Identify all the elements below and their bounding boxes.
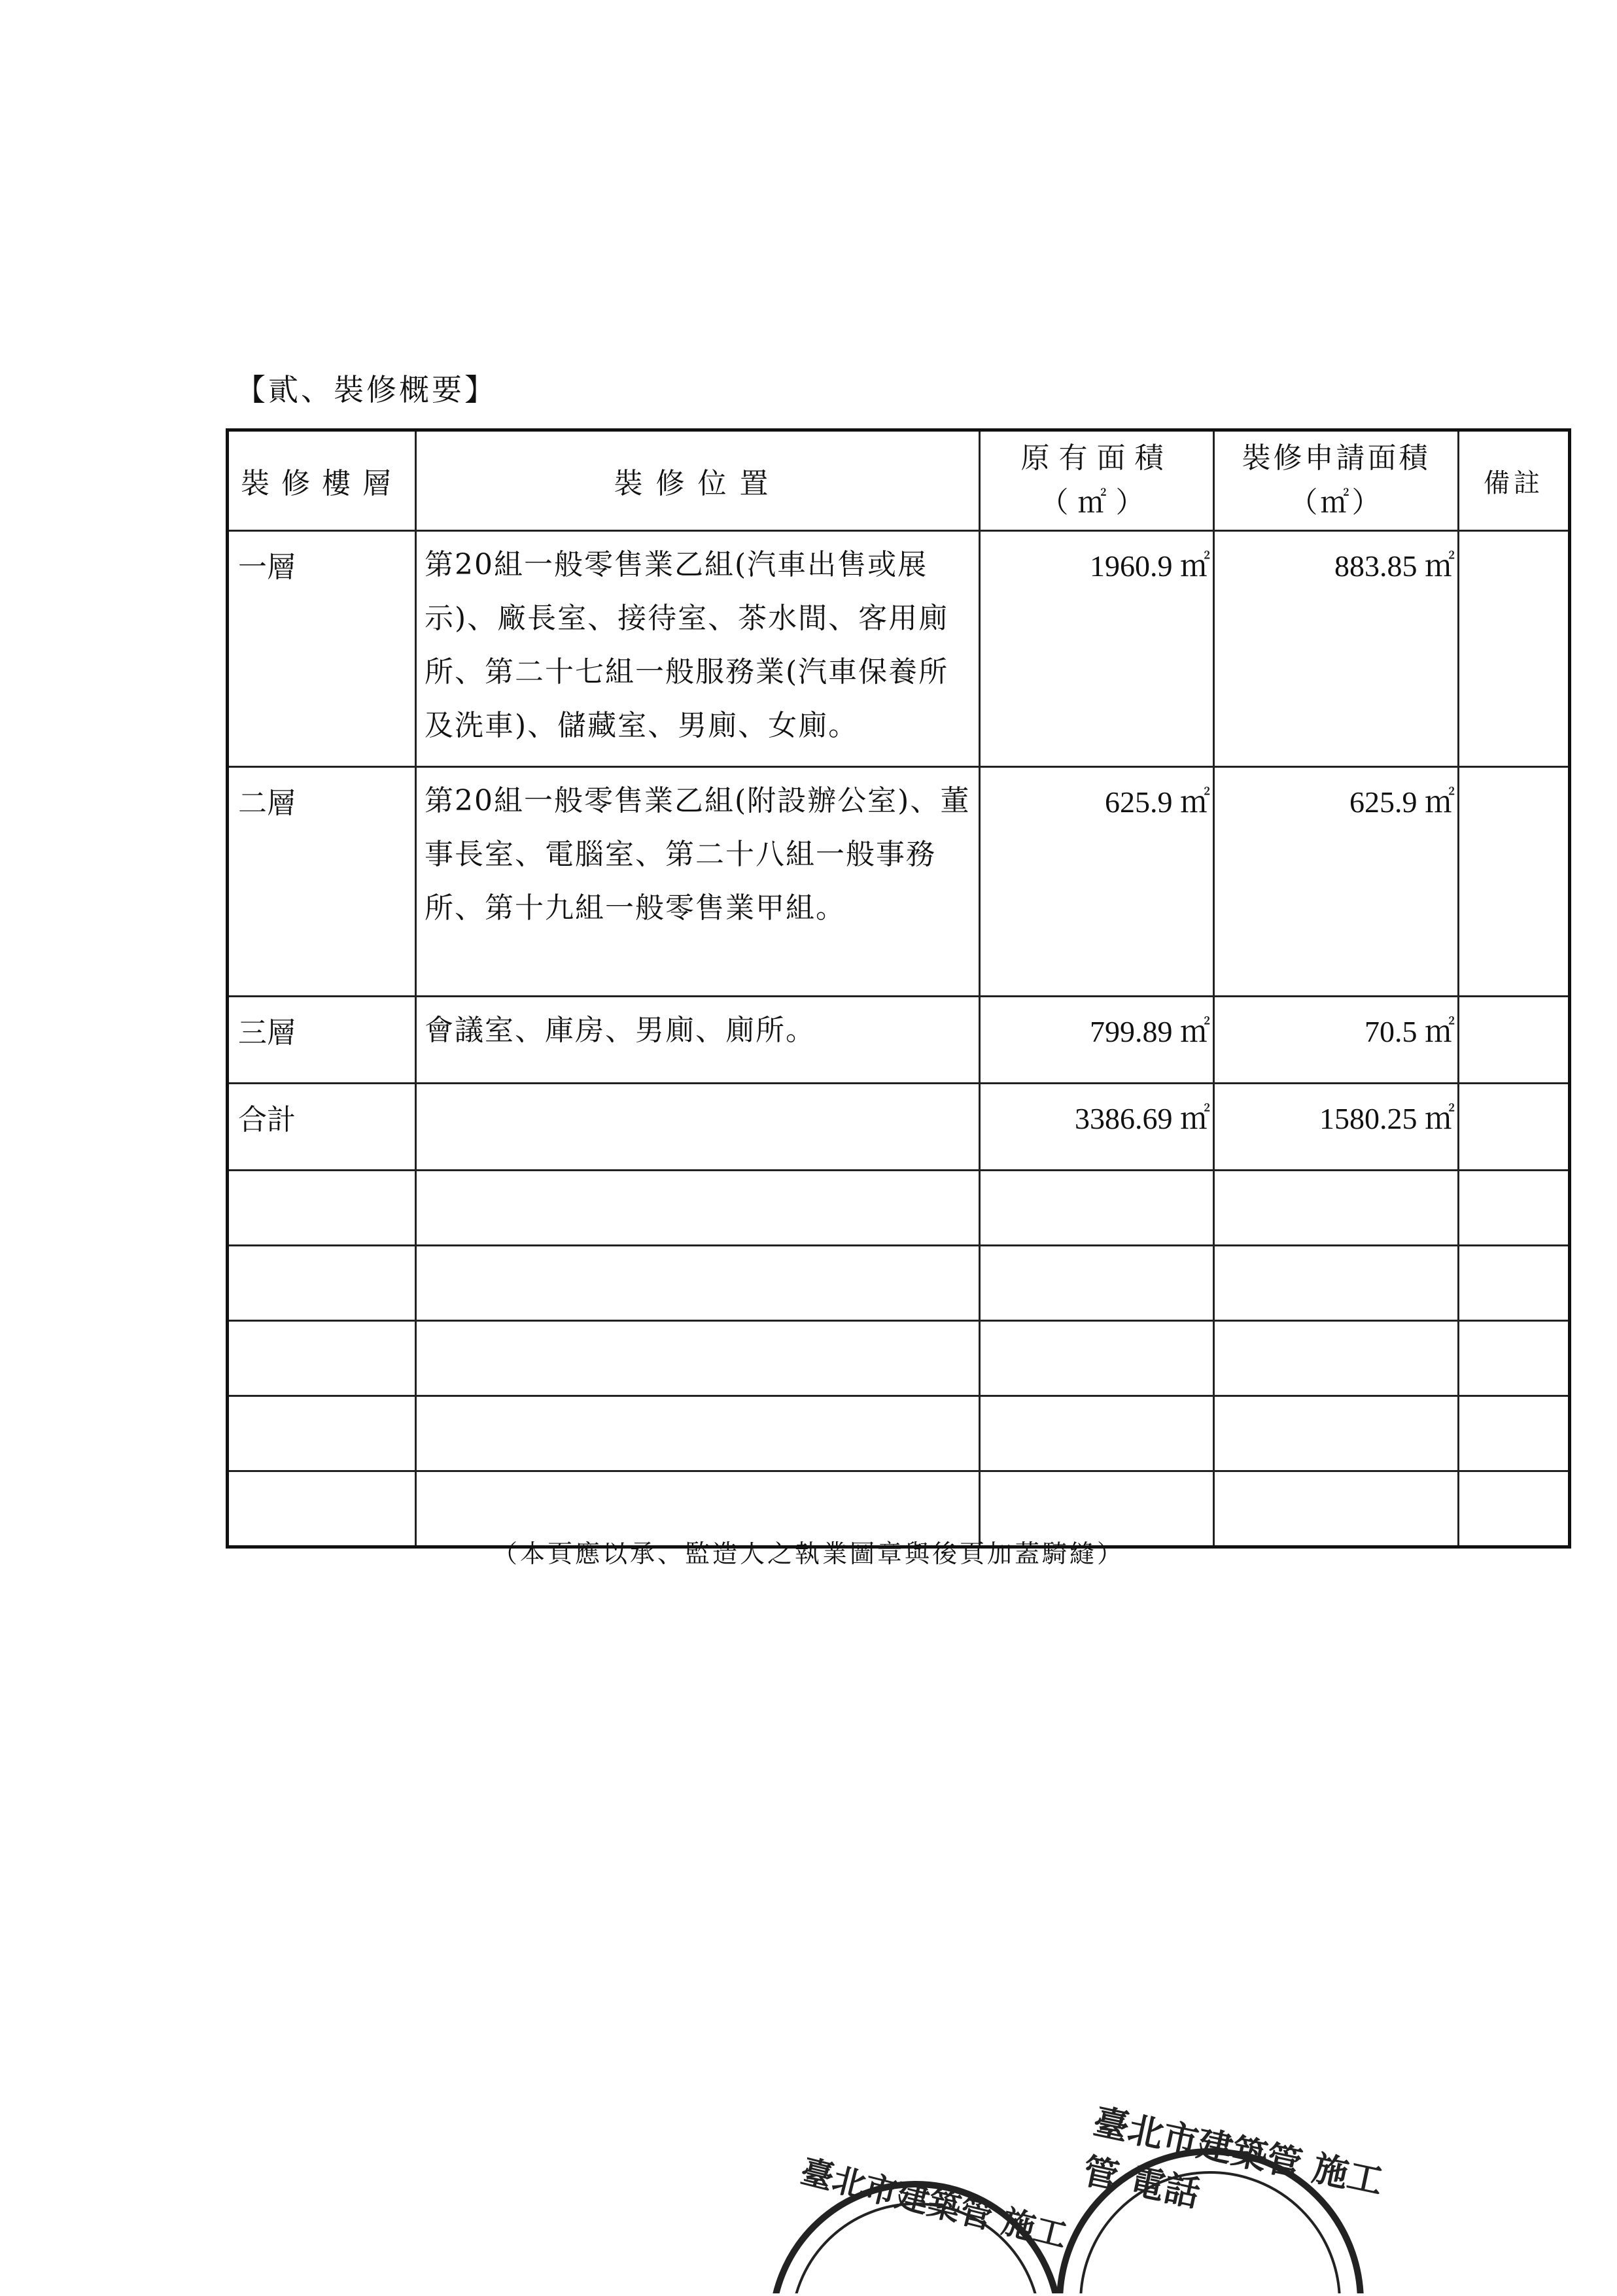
empty-cell (1459, 1246, 1570, 1321)
floor-cell: 二層 (228, 767, 416, 997)
empty-cell (416, 1246, 980, 1321)
remarks-cell (1459, 767, 1570, 997)
empty-cell (416, 1171, 980, 1246)
table-row-total (228, 1084, 1570, 1171)
empty-cell (1214, 1246, 1459, 1321)
table-row (228, 997, 1570, 1084)
empty-row (228, 1321, 1570, 1396)
official-stamps (746, 2100, 1400, 2293)
original-area-cell: 1960.9 ㎡ (980, 531, 1214, 767)
empty-cell (1214, 1321, 1459, 1396)
empty-cell (1459, 1321, 1570, 1396)
position-cell: 第20組一般零售業乙組(汽車出售或展示)、廠長室、接待室、茶水間、客用廁所、第二十七組一般服務業(汽車保養所及洗車)、儲藏室、男廁、女廁。 (416, 531, 980, 767)
empty-cell (980, 1171, 1214, 1246)
position-cell: 會議室、庫房、男廁、廁所。 (416, 997, 980, 1084)
empty-cell (228, 1246, 416, 1321)
empty-cell (980, 1396, 1214, 1471)
table-row (228, 531, 1570, 767)
section-title: 【貳、裝修概要】 (235, 372, 497, 407)
empty-row (228, 1171, 1570, 1246)
floor-cell: 三層 (228, 997, 416, 1084)
empty-cell (228, 1321, 416, 1396)
header-position: 裝修位置 (416, 430, 980, 531)
applied-area-cell: 1580.25 ㎡ (1214, 1084, 1459, 1171)
header-floor: 裝修樓層 (228, 430, 416, 531)
header-original-area (980, 430, 1214, 531)
stamp-right: 臺北市建築管 施工管 電話 (1079, 2100, 1387, 2216)
floor-cell: 一層 (228, 531, 416, 767)
position-cell (416, 1084, 980, 1171)
renovation-summary-table (226, 428, 1571, 1549)
empty-row (228, 1246, 1570, 1321)
header-original-area-unit: （㎡） (1039, 486, 1154, 519)
applied-area-cell: 883.85 ㎡ (1214, 531, 1459, 767)
empty-cell (980, 1246, 1214, 1321)
original-area-cell: 799.89 ㎡ (980, 997, 1214, 1084)
original-area-cell: 625.9 ㎡ (980, 767, 1214, 997)
empty-cell (980, 1321, 1214, 1396)
table-row (228, 767, 1570, 997)
remarks-cell (1459, 531, 1570, 767)
header-applied-area (1214, 430, 1459, 531)
table-header-row (228, 430, 1570, 531)
empty-cell (416, 1321, 980, 1396)
empty-cell (1459, 1396, 1570, 1471)
header-applied-area-unit: （㎡） (1289, 486, 1383, 519)
header-remarks: 備註 (1459, 430, 1570, 531)
remarks-cell (1459, 997, 1570, 1084)
empty-cell (1214, 1171, 1459, 1246)
empty-cell (416, 1396, 980, 1471)
original-area-cell: 3386.69 ㎡ (980, 1084, 1214, 1171)
stamp-left: 臺北市建築管 施工 (797, 2151, 1071, 2255)
header-applied-area-label: 裝修申請面積 (1242, 441, 1431, 475)
applied-area-cell: 70.5 ㎡ (1214, 997, 1459, 1084)
footnote: （本頁應以承、監造人之執業圖章與後頁加蓋騎縫） (492, 1539, 1124, 1568)
applied-area-cell: 625.9 ㎡ (1214, 767, 1459, 997)
remarks-cell (1459, 1084, 1570, 1171)
empty-cell (1214, 1396, 1459, 1471)
empty-cell (1459, 1171, 1570, 1246)
floor-cell: 合計 (228, 1084, 416, 1171)
header-original-area-label: 原有面積 (1020, 441, 1173, 475)
empty-cell (228, 1171, 416, 1246)
empty-row (228, 1396, 1570, 1471)
empty-cell (228, 1396, 416, 1471)
position-cell: 第20組一般零售業乙組(附設辦公室)、董事長室、電腦室、第二十八組一般事務所、第十九組一般零售業甲組。 (416, 767, 980, 997)
